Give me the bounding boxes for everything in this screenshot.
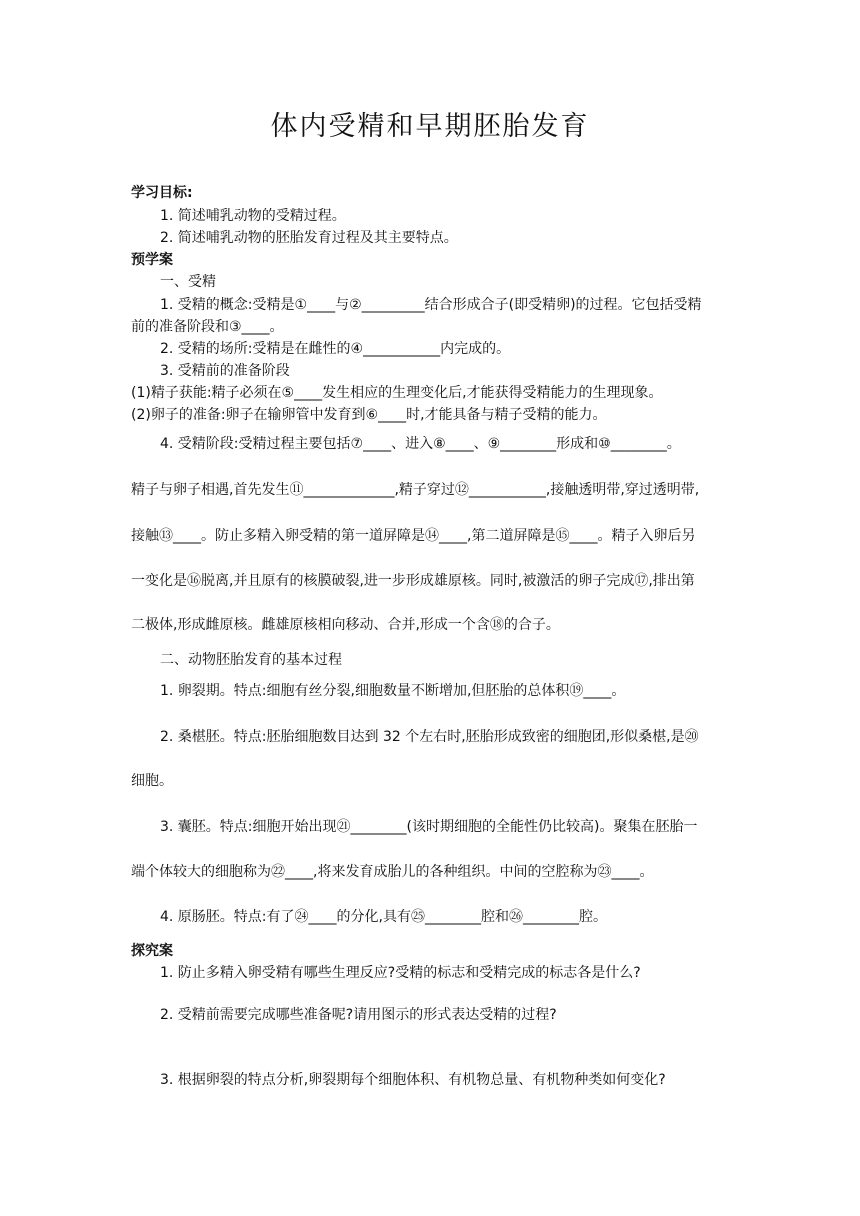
goals-heading: 学习目标: <box>131 185 193 201</box>
question-item: 3. 根据卵裂的特点分析,卵裂期每个细胞体积、有机物总量、有机物种类如何变化? <box>160 1072 666 1088</box>
goal-item: 2. 简述哺乳动物的胚胎发育过程及其主要特点。 <box>160 230 458 246</box>
section-heading-fertilization: 一、受精 <box>160 274 216 290</box>
paragraph-line: 2. 桑椹胚。特点:胚胎细胞数目达到 32 个左右时,胚胎形成致密的细胞团,形似桑椹,是⑳ <box>160 729 699 745</box>
paragraph-line: 1. 卵裂期。特点:细胞有丝分裂,细胞数量不断增加,但胚胎的总体积⑲____。 <box>160 683 626 699</box>
question-item: 2. 受精前需要完成哪些准备呢?请用图示的形式表达受精的过程? <box>160 1007 557 1023</box>
paragraph-line: 精子与卵子相遇,首先发生⑪_____________,精子穿过⑫___________,接触透明带,穿过透明带, <box>131 482 700 498</box>
paragraph-line: 细胞。 <box>131 773 173 789</box>
goal-item: 1. 简述哺乳动物的受精过程。 <box>160 208 346 224</box>
preview-heading: 预学案 <box>131 252 173 268</box>
paragraph-line: 3. 受精前的准备阶段 <box>160 363 290 379</box>
question-item: 1. 防止多精入卵受精有哪些生理反应?受精的标志和受精完成的标志各是什么? <box>160 965 641 981</box>
paragraph-line: 端个体较大的细胞称为㉒____,将来发育成胎儿的各种组织。中间的空腔称为㉓____。 <box>131 864 654 880</box>
document-title: 体内受精和早期胚胎发育 <box>270 111 590 142</box>
section-heading-embryo: 二、动物胚胎发育的基本过程 <box>160 652 342 668</box>
paragraph-line: 一变化是⑯脱离,并且原有的核膜破裂,进一步形成雄原核。同时,被激活的卵子完成⑰,排出第 <box>131 573 695 589</box>
paragraph-line: 3. 囊胚。特点:细胞开始出现㉑________(该时期细胞的全能性仍比较高)。聚集在胚胎一 <box>160 819 698 835</box>
paragraph-line: 4. 原肠胚。特点:有了㉔____的分化,具有㉕________腔和㉖________腔。 <box>160 909 607 925</box>
paragraph-line: (1)精子获能:精子必须在⑤____发生相应的生理变化后,才能获得受精能力的生理现象。 <box>131 385 663 401</box>
paragraph-line: 2. 受精的场所:受精是在雌性的④___________内完成的。 <box>160 341 511 357</box>
paragraph-line: 1. 受精的概念:受精是①____与②_________结合形成合子(即受精卵)的过程。它包括受精 <box>160 297 702 313</box>
paragraph-line: (2)卵子的准备:卵子在输卵管中发育到⑥____时,才能具备与精子受精的能力。 <box>131 407 607 423</box>
paragraph-line: 接触⑬____。防止多精入卵受精的第一道屏障是⑭____,第二道屏障是⑮____。精子入卵后另 <box>131 528 696 544</box>
explore-heading: 探究案 <box>131 943 173 959</box>
paragraph-line: 4. 受精阶段:受精过程主要包括⑦____、进入⑧____、⑨________形成和⑩________。 <box>160 436 681 452</box>
paragraph-line: 二极体,形成雌原核。雌雄原核相向移动、合并,形成一个含⑱的合子。 <box>131 617 560 633</box>
paragraph-line: 前的准备阶段和③____。 <box>131 319 284 335</box>
